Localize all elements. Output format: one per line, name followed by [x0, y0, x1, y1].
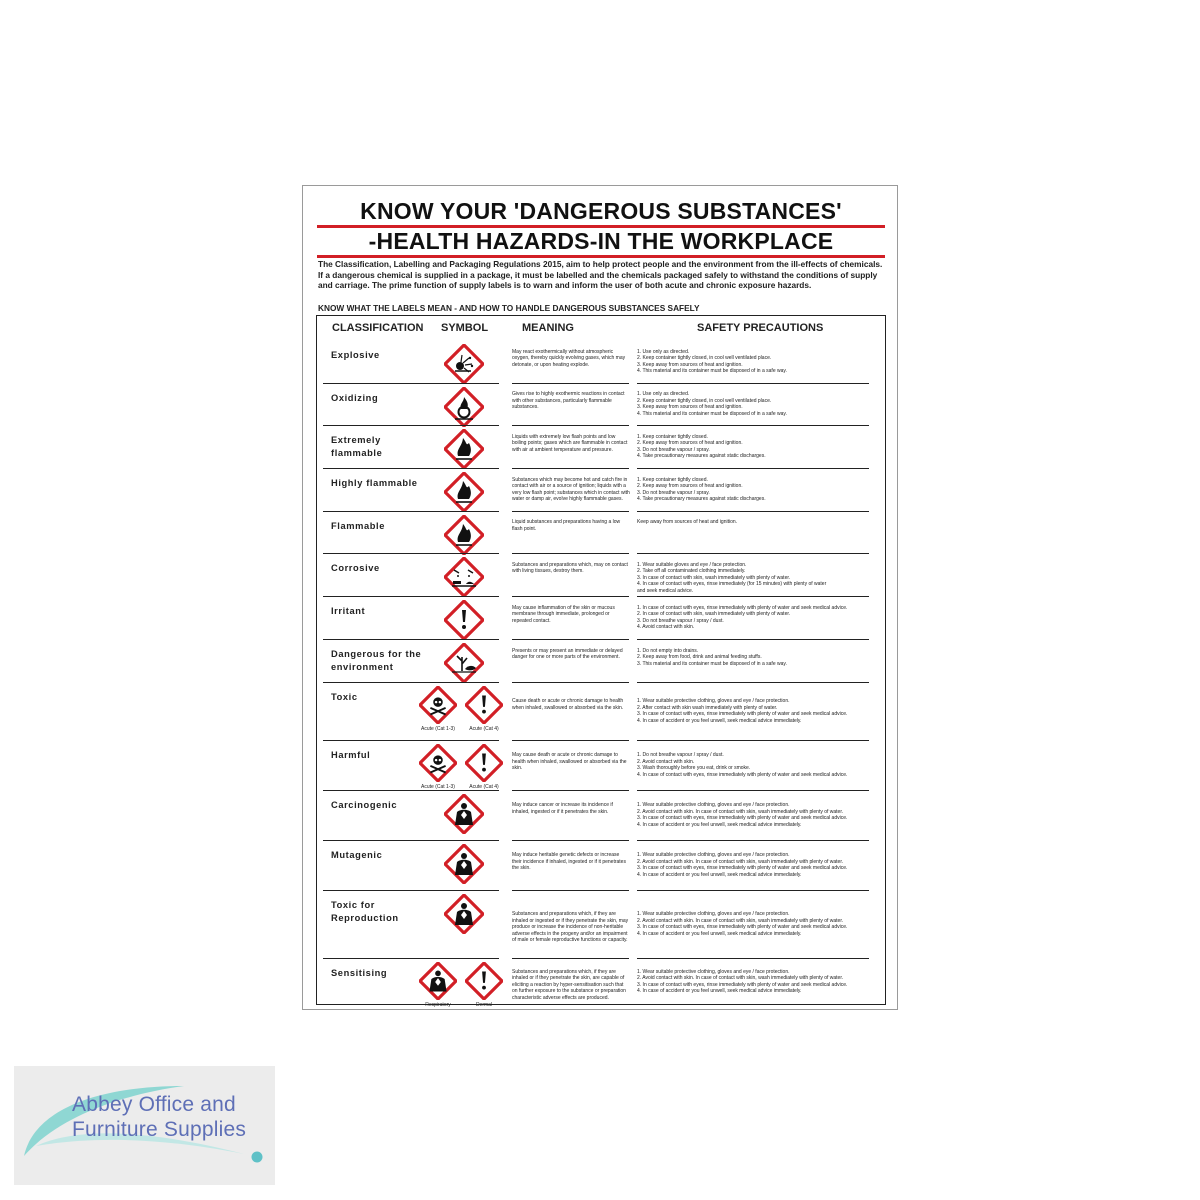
classification-label: Explosive	[331, 350, 380, 360]
classification-label: Mutagenic	[331, 850, 383, 860]
table-row	[317, 741, 885, 791]
meaning-text: Substances which may become hot and catch fire in contact with air or a source of ignition; liquids with a very low flash point; substances which in contact with water or damp air, evolve highly flammable gases.	[512, 476, 630, 503]
table-row	[317, 640, 885, 683]
safety-precautions-text: 1. In case of contact with eyes, rinse immediately with plenty of water and seek medical advice. 2. In case of contact with skin, wash immediately with plenty of water. 3. Do not breathe vapour / spray / dust. 4. Avoid contact with skin.	[637, 604, 848, 631]
exclamation-mark-icon	[465, 686, 503, 724]
hazard-table	[316, 315, 886, 1008]
health-hazard-icon	[444, 894, 484, 934]
header-meaning: MEANING	[522, 322, 574, 334]
meaning-text: May induce cancer or increase its incidence if inhaled, ingested or if it penetrates the skin.	[512, 802, 613, 815]
classification-label: Corrosive	[331, 563, 380, 573]
classification-label: Harmful	[331, 750, 371, 760]
subheading: KNOW WHAT THE LABELS MEAN - AND HOW TO HANDLE DANGEROUS SUBSTANCES SAFELY	[318, 303, 700, 313]
safety-precautions-text: 1. Use only as directed. 2. Keep container tightly closed, in cool well ventilated place. 3. Keep away from sources of heat and ignition. 4. This material and its container must be disposed of in a safe way.	[637, 348, 787, 375]
pictogram-caption: Acute (Cat 4)	[469, 726, 499, 732]
exclamation-mark-icon	[444, 600, 484, 640]
header-symbol: SYMBOL	[441, 322, 489, 334]
health-hazard-icon	[444, 794, 484, 834]
safety-precautions-text: 1. Wear suitable protective clothing, gloves and eye / face protection. 2. Avoid contact with skin. In case of contact with skin, wash immediately with plenty of water. 3. In case of contact with eyes, rinse immediately with plenty of water and seek medical advice. 4. In case of accident or you feel unwell, seek medical advice immediately.	[637, 911, 848, 937]
table-row	[317, 341, 885, 384]
table-row	[317, 841, 885, 891]
meaning-text: Substances and preparations which, if they are inhaled or ingested or if they penetrate the skin, may produce or increase the incidence of non-heritable adverse effects in the progeny and/or an impairment of male or female reproductive functions or capacity.	[512, 911, 629, 944]
classification-label: Oxidizing	[331, 393, 379, 403]
health-hazard-icon	[444, 844, 484, 884]
safety-precautions-text: 1. Use only as directed. 2. Keep container tightly closed, in cool well ventilated place. 3. Keep away from sources of heat and ignition. 4. This material and its container must be disposed of in a safe way.	[637, 391, 787, 417]
safety-poster	[302, 185, 898, 1010]
meaning-text: May cause inflammation of the skin or mucous membrane through immediate, prolonged or repeated contact.	[512, 604, 615, 624]
safety-precautions-text: 1. Do not empty into drains. 2. Keep away from food, drink and animal feeding stuffs. 3. This material and its container must be disposed of in a safe way.	[637, 647, 787, 667]
meaning-text: Substances and preparations which, if they are inhaled or if they penetrate the skin, are capable of eliciting a reaction by hyper-sensitisation such that on further exposure to the substance or preparation characteristic adverse effects are produced.	[512, 968, 626, 1001]
table-row	[317, 426, 885, 469]
meaning-text: Liquid substances and preparations having a low flash point.	[512, 519, 621, 532]
table-row	[317, 683, 885, 741]
logo-text-line2: Furniture Supplies	[72, 1118, 247, 1141]
safety-precautions-text: 1. Keep container tightly closed. 2. Keep away from sources of heat and ignition. 3. Do not breathe vapour / spray. 4. Take precautionary measures against static discharges.	[637, 433, 766, 460]
meaning-text: May cause death or acute or chronic damage to health when inhaled, swallowed or absorbed via the skin.	[512, 752, 627, 772]
pictogram-caption: Acute (Cat 4)	[469, 784, 499, 790]
classification-label: Toxic for Reproduction	[331, 900, 399, 923]
table-row	[317, 791, 885, 841]
exclamation-mark-icon	[465, 962, 503, 1000]
logo-text-line1: Abbey Office and	[72, 1093, 236, 1116]
explosive-icon	[444, 344, 484, 384]
classification-label: Flammable	[331, 521, 385, 531]
table-row	[317, 384, 885, 426]
exclamation-mark-icon	[465, 744, 503, 782]
classification-label: Extremely flammable	[331, 435, 383, 458]
title-underline-2	[317, 255, 885, 258]
meaning-text: May induce heritable genetic defects or increase their incidence if inhaled, ingested or if it penetrates the skin.	[512, 852, 626, 872]
safety-precautions-text: 1. Wear suitable protective clothing, gloves and eye / face protection. 2. Avoid contact with skin. In case of contact with skin, wash immediately with plenty of water. 3. In case of contact with eyes, rinse immediately with plenty of water and seek medical advice. 4. In case of accident or you feel unwell, seek medical advice immediately.	[637, 802, 848, 828]
pictogram-caption: Dermal	[475, 1002, 493, 1008]
company-logo	[14, 1066, 275, 1185]
pictogram-caption: Respiratory	[425, 1002, 451, 1008]
safety-precautions-text: Keep away from sources of heat and ignition.	[637, 519, 738, 525]
table-row	[317, 469, 885, 512]
table-row	[317, 512, 885, 554]
classification-label: Irritant	[331, 606, 366, 616]
poster-title-line2: -HEALTH HAZARDS-IN THE WORKPLACE	[368, 228, 834, 254]
table-row	[317, 554, 885, 597]
flame-over-circle-icon	[444, 387, 484, 427]
meaning-text: Cause death or acute or chronic damage to health when inhaled, swallowed or absorbed via the skin.	[512, 698, 624, 711]
safety-precautions-text: 1. Wear suitable protective clothing, gloves and eye / face protection. 2. Avoid contact with skin. In case of contact with skin, wash immediately with plenty of water. 3. In case of contact with eyes, rinse immediately with plenty of water and seek medical advice. 4. In case of accident or you feel unwell, seek medical advice immediately.	[637, 852, 848, 878]
flame-icon	[444, 429, 484, 469]
safety-precautions-text: 1. Wear suitable gloves and eye / face protection. 2. Take off all contaminated clothing immediately. 3. In case of contact with skin, wash immediately with plenty of water. 4. In case of contact with eyes, rinse immediately (for 15 minutes) with plenty of water and seek medical advice.	[637, 561, 827, 594]
classification-label: Toxic	[331, 692, 358, 702]
header-classification: CLASSIFICATION	[332, 322, 424, 334]
safety-precautions-text: 1. Wear suitable protective clothing, gloves and eye / face protection. 2. After contact with skin wash immediately with plenty of water. 3. In case of contact with eyes, rinse immediately with plenty of water and seek medical advice. 4. In case of accident or you feel unwell, seek medical advice immediately.	[637, 698, 848, 724]
safety-precautions-text: 1. Do not breathe vapour / spray / dust. 2. Avoid contact with skin. 3. Wash thoroughly before you eat, drink or smoke. 4. In case of contact with eyes, rinse immediately with plenty of water and seek medical advice.	[637, 752, 848, 778]
table-row	[317, 891, 885, 959]
health-hazard-icon	[419, 962, 457, 1000]
meaning-text: Presents or may present an immediate or delayed danger for one or more parts of the environment.	[512, 647, 623, 661]
meaning-text: May react exothermically without atmospheric oxygen, thereby quickly evolving gases, which may detonate, or upon heating explode.	[512, 348, 626, 368]
header-safety-precautions: SAFETY PRECAUTIONS	[697, 322, 824, 334]
environment-icon	[444, 643, 484, 683]
pictogram-caption: Acute (Cat 1-3)	[421, 726, 455, 732]
flame-icon	[444, 472, 484, 512]
classification-label: Highly flammable	[331, 478, 418, 488]
meaning-text: Substances and preparations which, may on contact with living tissues, destroy them.	[512, 561, 628, 575]
skull-crossbones-icon	[419, 744, 457, 782]
classification-label: Sensitising	[331, 968, 388, 978]
table-row	[317, 597, 885, 640]
classification-label: Dangerous for the environment	[331, 649, 422, 672]
classification-label: Carcinogenic	[331, 800, 398, 810]
safety-precautions-text: 1. Wear suitable protective clothing, gloves and eye / face protection. 2. Avoid contact with skin. In case of contact with skin, wash immediately with plenty of water. 3. In case of contact with eyes, rinse immediately with plenty of water and seek medical advice. 4. In case of accident or you feel unwell, seek medical advice immediately.	[637, 968, 848, 995]
poster-title-line1: KNOW YOUR 'DANGEROUS SUBSTANCES'	[360, 198, 842, 224]
flame-icon	[444, 515, 484, 555]
intro-paragraph: The Classification, Labelling and Packaging Regulations 2015, aim to help protect people and the environment from the ill-effects of chemicals. If a dangerous chemical is supplied in a package, it must be labelled and the chemicals packaged safely to withstand the conditions of supply and carriage. The prime function of supply labels is to warn and inform the user of both acute and chronic exposure hazards.	[318, 259, 883, 291]
meaning-text: Liquids with extremely low flash points and low boiling points; gases which are flammable in contact with air at ambient temperature and pressure.	[512, 433, 628, 453]
safety-precautions-text: 1. Keep container tightly closed. 2. Keep away from sources of heat and ignition. 3. Do not breathe vapour / spray. 4. Take precautionary measures against static discharges.	[637, 476, 766, 503]
corrosion-icon	[444, 557, 484, 597]
skull-crossbones-icon	[419, 686, 457, 724]
meaning-text: Gives rise to highly exothermic reactions in contact with other substances, particularly flammable substances.	[512, 391, 625, 411]
pictogram-caption: Acute (Cat 1-3)	[421, 784, 455, 790]
table-row	[317, 959, 885, 1006]
